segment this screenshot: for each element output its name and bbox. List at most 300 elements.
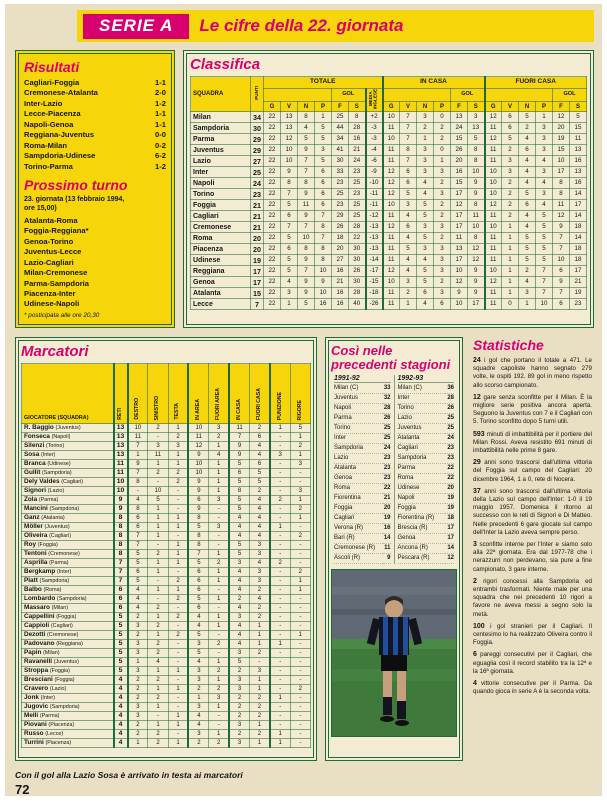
table-cell: 0 [434, 112, 451, 123]
standings-row [191, 222, 587, 233]
table-cell: 1 [128, 658, 148, 667]
table-cell: 5 [519, 112, 536, 123]
table-cell: 17 [468, 299, 485, 310]
table-cell: 4 [209, 451, 229, 460]
result-row: Cagliari-Foggia 1-1 [24, 78, 166, 87]
table-cell: 6 [229, 469, 249, 478]
table-cell: 3 [128, 649, 148, 658]
table-cell: 25 [445, 424, 454, 434]
table-cell: 6 [128, 523, 148, 532]
table-cell: 2 [148, 649, 168, 658]
table-cell: 4 [188, 712, 208, 721]
table-cell: 1 [249, 631, 269, 640]
table-cell: 2 [434, 178, 451, 189]
table-cell: Russo (Lecce) [22, 730, 114, 739]
table-cell: - [148, 433, 168, 442]
table-cell: 6 [315, 200, 332, 211]
table-cell: 11 [383, 299, 400, 310]
table-cell: - [168, 649, 188, 658]
table-cell: 2 [128, 676, 148, 685]
table-cell: -11 [366, 200, 383, 211]
stat-item: 24 i gol che portano il totale a 471. Le squadre capoliste hanno segnato 279 volte, le ospiti 192. 89 gol in meno rispetto allo scorso campionato. [473, 357, 592, 389]
table-cell: 33 [332, 167, 349, 178]
table-cell: 11 [229, 424, 249, 433]
standings-row [191, 211, 587, 222]
table-cell: 23 [332, 200, 349, 211]
table-cell: - [270, 442, 290, 451]
scorer-row [22, 532, 311, 541]
column-header: GIOCATORE (SQUADRA) [22, 364, 114, 424]
table-cell: 7 [281, 189, 298, 200]
table-cell: 12 [383, 222, 400, 233]
table-cell: 19 [570, 288, 587, 299]
table-cell: 3 [400, 200, 417, 211]
table-cell: -10 [366, 178, 383, 189]
season-row [398, 464, 455, 474]
table-cell: 5 [536, 222, 553, 233]
table-cell: 9 [298, 211, 315, 222]
table-cell: 9 [298, 255, 315, 266]
table-cell: 25 [349, 211, 366, 222]
table-cell: 3 [128, 703, 148, 712]
table-cell: 6 [315, 178, 332, 189]
stat-item: 4 vittorie consecutive per il Parma. Da quando gioca in serie A è la seconda volta. [473, 679, 592, 696]
table-cell: 17 [251, 277, 264, 288]
table-cell: 5 [114, 649, 128, 658]
table-cell: 34 [332, 134, 349, 145]
table-cell: Cremonese (R) [334, 544, 383, 554]
table-cell: 6 [434, 299, 451, 310]
standings-row [191, 145, 587, 156]
table-cell: 7 [281, 222, 298, 233]
table-cell: 16 [383, 524, 391, 534]
table-cell: 1 [209, 595, 229, 604]
table-cell: 9 [114, 505, 128, 514]
table-cell: -12 [366, 211, 383, 222]
table-cell: - [270, 433, 290, 442]
column-header: S [468, 101, 485, 112]
table-cell: 1 [290, 433, 310, 442]
table-cell: 5 [400, 244, 417, 255]
table-cell: 4 [249, 496, 269, 505]
table-cell: 25 [383, 424, 391, 434]
table-cell: 4 [128, 496, 148, 505]
season-label: 1992-93 [398, 375, 455, 383]
table-cell: 11 [485, 288, 502, 299]
table-cell: 5 [148, 496, 168, 505]
table-cell: 4 [188, 613, 208, 622]
table-cell: 22 [264, 200, 281, 211]
table-cell: 5 [298, 299, 315, 310]
column-header: GOL [332, 89, 366, 102]
column-header: V [502, 101, 519, 112]
table-cell: 2 [502, 145, 519, 156]
table-cell: 12 [188, 442, 208, 451]
table-cell: - [290, 721, 310, 730]
table-cell: 4 [519, 222, 536, 233]
result-row: Torino-Parma 1-2 [24, 161, 166, 171]
table-cell: Juventus [191, 145, 251, 156]
table-cell: 1 [209, 613, 229, 622]
table-cell: 5 [519, 255, 536, 266]
table-cell: 12 [485, 112, 502, 123]
table-cell: 25 [332, 112, 349, 123]
table-cell: 29 [251, 134, 264, 145]
table-cell: - [290, 739, 310, 748]
table-cell: 12 [383, 266, 400, 277]
table-cell: 10 [188, 460, 208, 469]
table-cell: Napoli [334, 404, 383, 414]
result-row: Reggiana-Juventus 0-0 [24, 130, 166, 140]
table-cell: 3 [229, 559, 249, 568]
table-cell: 22 [264, 134, 281, 145]
table-cell: 2 [249, 694, 269, 703]
table-cell: 1 [270, 640, 290, 649]
table-cell: 1 [168, 550, 188, 559]
table-cell: 1 [148, 721, 168, 730]
standings-row [191, 134, 587, 145]
table-cell: 5 [188, 649, 208, 658]
column-header [383, 89, 451, 102]
table-cell: 10 [553, 156, 570, 167]
table-cell: 1 [209, 478, 229, 487]
page-title: Le cifre della 22. giornata [199, 16, 404, 35]
table-cell: 5 [114, 622, 128, 631]
column-header: FUORI AREA [209, 364, 229, 424]
table-cell: 11 [383, 145, 400, 156]
scorer-row [22, 640, 311, 649]
table-cell: 5 [281, 266, 298, 277]
standings-row [191, 233, 587, 244]
table-cell: 24 [251, 178, 264, 189]
standings-row [191, 156, 587, 167]
table-cell: 4 [519, 211, 536, 222]
table-cell: 4 [229, 604, 249, 613]
table-cell: 10 [188, 424, 208, 433]
table-cell: 8 [400, 145, 417, 156]
season-row [398, 524, 455, 534]
table-cell: 6 [502, 112, 519, 123]
table-cell: 2 [209, 685, 229, 694]
table-cell: 17 [451, 211, 468, 222]
table-cell: 17 [451, 255, 468, 266]
table-cell: - [168, 640, 188, 649]
fixtures-list [24, 216, 166, 310]
standings-table [190, 76, 587, 310]
table-cell: Lombardo (Sampdoria) [22, 595, 114, 604]
scorer-row [22, 460, 311, 469]
table-cell: 2 [249, 649, 269, 658]
table-cell: Torino [334, 424, 383, 434]
table-cell: 2 [249, 586, 269, 595]
table-cell: 7 [128, 532, 148, 541]
table-cell: - [270, 586, 290, 595]
table-cell: - [270, 667, 290, 676]
season-row [334, 534, 391, 544]
table-cell: R. Baggio (Juventus) [22, 424, 114, 433]
table-cell: - [270, 514, 290, 523]
table-cell: 4 [400, 211, 417, 222]
table-cell: 22 [264, 255, 281, 266]
season-1991-92 [331, 375, 394, 564]
table-cell: Papin (Milan) [22, 649, 114, 658]
table-cell: - [270, 568, 290, 577]
table-cell: 2 [148, 694, 168, 703]
table-cell: Gullit (Sampdoria) [22, 469, 114, 478]
table-cell: 7 [114, 568, 128, 577]
table-cell: 8 [114, 523, 128, 532]
table-cell: 8 [298, 244, 315, 255]
table-cell: 3 [209, 694, 229, 703]
table-cell: 28 [349, 288, 366, 299]
table-cell: - [290, 541, 310, 550]
season-row [398, 514, 455, 524]
table-cell: 2 [290, 532, 310, 541]
table-cell: - [270, 487, 290, 496]
table-cell: 16 [349, 134, 366, 145]
table-cell: Zola (Parma) [22, 496, 114, 505]
table-cell: 2 [502, 189, 519, 200]
table-cell: Torino [191, 189, 251, 200]
table-cell: 11 [570, 134, 587, 145]
table-cell: 5 [188, 631, 208, 640]
table-cell: 20 [451, 156, 468, 167]
column-header: S [349, 101, 366, 112]
table-cell: Turrini (Piacenza) [22, 739, 114, 748]
table-cell: Bresciani (Foggia) [22, 676, 114, 685]
table-cell: - [270, 550, 290, 559]
table-cell: Dezotti (Cremonese) [22, 631, 114, 640]
table-cell: 21 [251, 200, 264, 211]
table-cell: 2 [249, 487, 269, 496]
table-cell: 1 [209, 442, 229, 451]
table-cell: 10 [383, 200, 400, 211]
table-cell: 11 [114, 469, 128, 478]
column-header: RIGORE [290, 364, 310, 424]
scorers-box [15, 337, 317, 761]
table-cell: 4 [417, 189, 434, 200]
table-cell: 15 [451, 178, 468, 189]
table-cell: - [290, 703, 310, 712]
magazine-page [5, 4, 602, 796]
table-cell: 2 [249, 730, 269, 739]
table-cell: 2 [148, 676, 168, 685]
table-cell: 3 [536, 123, 553, 134]
table-cell: -13 [366, 244, 383, 255]
table-cell: 3 [209, 496, 229, 505]
season-table [334, 384, 391, 564]
season-row [334, 474, 391, 484]
table-cell: 25 [349, 178, 366, 189]
table-cell: 1 [209, 550, 229, 559]
table-cell: 10 [148, 487, 168, 496]
page-header [77, 10, 594, 42]
table-cell: 11 [485, 211, 502, 222]
table-cell: 8 [114, 541, 128, 550]
table-cell: 11 [383, 156, 400, 167]
season-row [398, 434, 455, 444]
table-cell: 1 [270, 424, 290, 433]
next-round-title: Prossimo turno [24, 177, 128, 194]
table-cell: 27 [332, 255, 349, 266]
table-cell: 5 [417, 200, 434, 211]
table-cell: - [270, 712, 290, 721]
table-cell: -26 [366, 299, 383, 310]
table-cell: 6 [400, 222, 417, 233]
table-cell: 9 [298, 288, 315, 299]
table-cell: - [168, 496, 188, 505]
table-cell: 18 [445, 514, 454, 524]
table-cell: Parma [191, 134, 251, 145]
table-cell: 9 [229, 451, 249, 460]
table-cell: 16 [451, 167, 468, 178]
table-cell: Lazio [191, 156, 251, 167]
table-cell: 3 [249, 667, 269, 676]
table-cell: 2 [290, 685, 310, 694]
table-cell: 3 [434, 222, 451, 233]
column-header: RETI [114, 364, 128, 424]
table-cell: 1 [249, 685, 269, 694]
table-cell: Piovani (Piacenza) [22, 721, 114, 730]
table-cell: 5 [229, 658, 249, 667]
table-cell: - [209, 631, 229, 640]
table-cell: 1 [148, 568, 168, 577]
column-header: SINISTRO [148, 364, 168, 424]
result-row: Sampdoria-Udinese 6-2 [24, 151, 166, 161]
table-cell: 4 [188, 721, 208, 730]
column-header: P [536, 101, 553, 112]
table-cell: 14 [570, 189, 587, 200]
column-header: F [451, 101, 468, 112]
table-cell: 3 [290, 460, 310, 469]
table-cell: 1 [168, 721, 188, 730]
season-row [334, 494, 391, 504]
table-cell: 23 [445, 444, 454, 454]
next-round-info: 23. giornata (13 febbraio 1994, ore 15,00) [24, 196, 125, 212]
statistics-list [473, 356, 592, 696]
table-cell: 22 [264, 123, 281, 134]
table-cell: 3 [519, 288, 536, 299]
table-cell: 5 [536, 233, 553, 244]
fixture-row: Atalanta-Roma [24, 215, 78, 225]
table-cell: 3 [417, 145, 434, 156]
table-cell: 4 [114, 712, 128, 721]
table-cell: 22 [264, 167, 281, 178]
table-cell: 3 [229, 649, 249, 658]
season-label: 1991-92 [334, 375, 391, 383]
table-cell: 3 [502, 156, 519, 167]
table-cell: 22 [264, 145, 281, 156]
table-cell: 4 [229, 622, 249, 631]
table-cell: 3 [434, 288, 451, 299]
column-header: G [485, 101, 502, 112]
serie-a-logo [83, 14, 189, 39]
table-cell: Signori (Lazio) [22, 487, 114, 496]
table-cell: Foggia [398, 504, 446, 514]
table-cell: 11 [485, 145, 502, 156]
table-cell: 7 [400, 112, 417, 123]
table-cell: -9 [366, 167, 383, 178]
table-cell: 13 [114, 433, 128, 442]
table-cell: 2 [519, 123, 536, 134]
table-cell: 13 [570, 145, 587, 156]
table-cell: 1 [168, 424, 188, 433]
standings-row [191, 123, 587, 134]
table-cell: Atalanta [191, 288, 251, 299]
table-cell: 1 [502, 255, 519, 266]
table-cell: 21 [349, 145, 366, 156]
standings-row [191, 299, 587, 310]
table-cell: - [270, 577, 290, 586]
table-cell: 4 [519, 134, 536, 145]
table-cell: 26 [332, 222, 349, 233]
table-cell: 6 [519, 200, 536, 211]
table-cell: Inter [191, 167, 251, 178]
table-cell: - [290, 667, 310, 676]
table-cell: 3 [188, 676, 208, 685]
table-cell: 4 [249, 442, 269, 451]
table-cell: 6 [128, 514, 148, 523]
table-cell: 1 [502, 222, 519, 233]
table-cell: 1 [249, 676, 269, 685]
table-cell: 2 [128, 694, 148, 703]
table-cell: 5 [229, 478, 249, 487]
table-cell: 10 [485, 189, 502, 200]
table-cell: 21 [251, 211, 264, 222]
table-cell: 1 [281, 299, 298, 310]
table-cell: 2 [249, 703, 269, 712]
table-cell: 10 [468, 167, 485, 178]
scorer-row [22, 694, 311, 703]
table-cell: 4 [536, 178, 553, 189]
table-cell: - [168, 604, 188, 613]
table-cell: 12 [553, 112, 570, 123]
results-list [24, 78, 166, 172]
table-cell: 6 [417, 288, 434, 299]
table-cell: 2 [434, 134, 451, 145]
table-cell: 4 [536, 200, 553, 211]
fixture-row: Juventus-Lecce [24, 247, 82, 257]
standings-row [191, 200, 587, 211]
table-cell: 5 [114, 640, 128, 649]
table-cell: 2 [229, 694, 249, 703]
table-cell: 15 [553, 145, 570, 156]
table-cell: 2 [229, 595, 249, 604]
table-cell: Möller (Juventus) [22, 523, 114, 532]
result-row: Roma-Milan 0-2 [24, 140, 166, 150]
standings-row [191, 178, 587, 189]
table-cell: 2 [249, 712, 269, 721]
table-cell: - [270, 541, 290, 550]
table-cell: 4 [519, 167, 536, 178]
table-cell: 3 [502, 167, 519, 178]
table-cell: 1 [502, 288, 519, 299]
table-cell: 23 [445, 454, 454, 464]
table-cell: 12 [445, 554, 454, 564]
table-cell: 22 [264, 277, 281, 288]
table-cell: 10 [281, 156, 298, 167]
table-cell: 2 [290, 442, 310, 451]
table-cell: 8 [349, 112, 366, 123]
table-cell: +2 [366, 112, 383, 123]
table-cell: 3 [536, 189, 553, 200]
previous-seasons-box [325, 337, 463, 761]
table-cell: Roma [191, 233, 251, 244]
table-cell: 6 [400, 178, 417, 189]
table-cell: 3 [128, 667, 148, 676]
table-cell: 4 [400, 255, 417, 266]
table-cell: 12 [383, 167, 400, 178]
